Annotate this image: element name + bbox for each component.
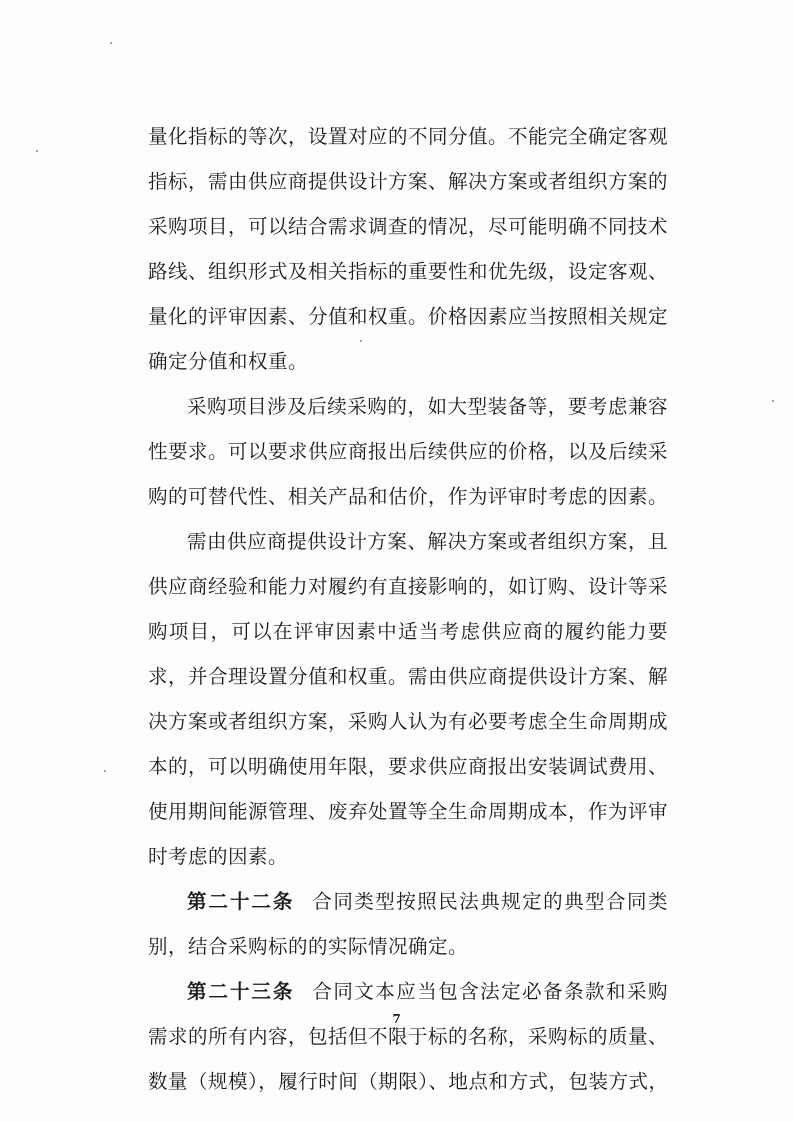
text-line: 购项目，可以在评审因素中适当考虑供应商的履约能力要 [148, 620, 668, 643]
text-line: 需求的所有内容，包括但不限于标的名称，采购标的质量、 [148, 1025, 669, 1048]
scan-speck [772, 400, 774, 402]
text-line: 路线、组织形式及相关指标的重要性和优先级，设定客观、 [148, 260, 669, 283]
article-23-number: 第二十三条 [187, 980, 295, 1003]
text-line: 指标，需由供应商提供设计方案、解决方案或者组织方案的 [148, 170, 669, 193]
text-line: 本的，可以明确使用年限，要求供应商报出安装调试费用、 [148, 755, 669, 778]
text-line: 供应商经验和能力对履约有直接影响的，如订购、设计等采 [148, 575, 669, 598]
article-22-first-line [187, 887, 668, 917]
text-line: 量化指标的等次，设置对应的不同分值。不能完全确定客观 [148, 125, 669, 148]
paragraph-first-line: 需由供应商提供设计方案、解决方案或者组织方案，且 [187, 530, 668, 553]
text-line: 数量（规模），履行时间（期限）、地点和方式，包装方式， [148, 1070, 669, 1093]
text-line: 确定分值和权重。 [148, 350, 309, 373]
article-23-text: 合同文本应当包含法定必备条款和采购 [312, 980, 668, 1003]
scan-speck [36, 150, 38, 152]
text-line: 性要求。可以要求供应商报出后续供应的价格，以及后续采 [148, 440, 669, 463]
text-line: 时考虑的因素。 [148, 845, 289, 868]
text-line: 别，结合采购标的的实际情况确定。 [148, 935, 469, 958]
text-line: 求，并合理设置分值和权重。需由供应商提供设计方案、解 [148, 665, 669, 688]
scan-speck [110, 42, 112, 44]
article-22-number: 第二十二条 [187, 890, 295, 913]
text-line: 量化的评审因素、分值和权重。价格因素应当按照相关规定 [148, 305, 669, 328]
paragraph-first-line: 采购项目涉及后续采购的，如大型装备等，要考虑兼容 [187, 395, 668, 418]
text-line: 使用期间能源管理、废弃处置等全生命周期成本，作为评审 [148, 800, 669, 823]
scan-speck [104, 770, 106, 772]
text-line: 购的可替代性、相关产品和估价，作为评审时考虑的因素。 [148, 485, 669, 508]
page-number: 7 [392, 1012, 401, 1026]
article-23-first-line [187, 977, 668, 1007]
article-22-text: 合同类型按照民法典规定的典型合同类 [312, 890, 668, 913]
text-line: 决方案或者组织方案，采购人认为有必要考虑全生命周期成 [148, 710, 669, 733]
scan-speck [360, 340, 362, 342]
text-line: 采购项目，可以结合需求调查的情况，尽可能明确不同技术 [148, 215, 669, 238]
